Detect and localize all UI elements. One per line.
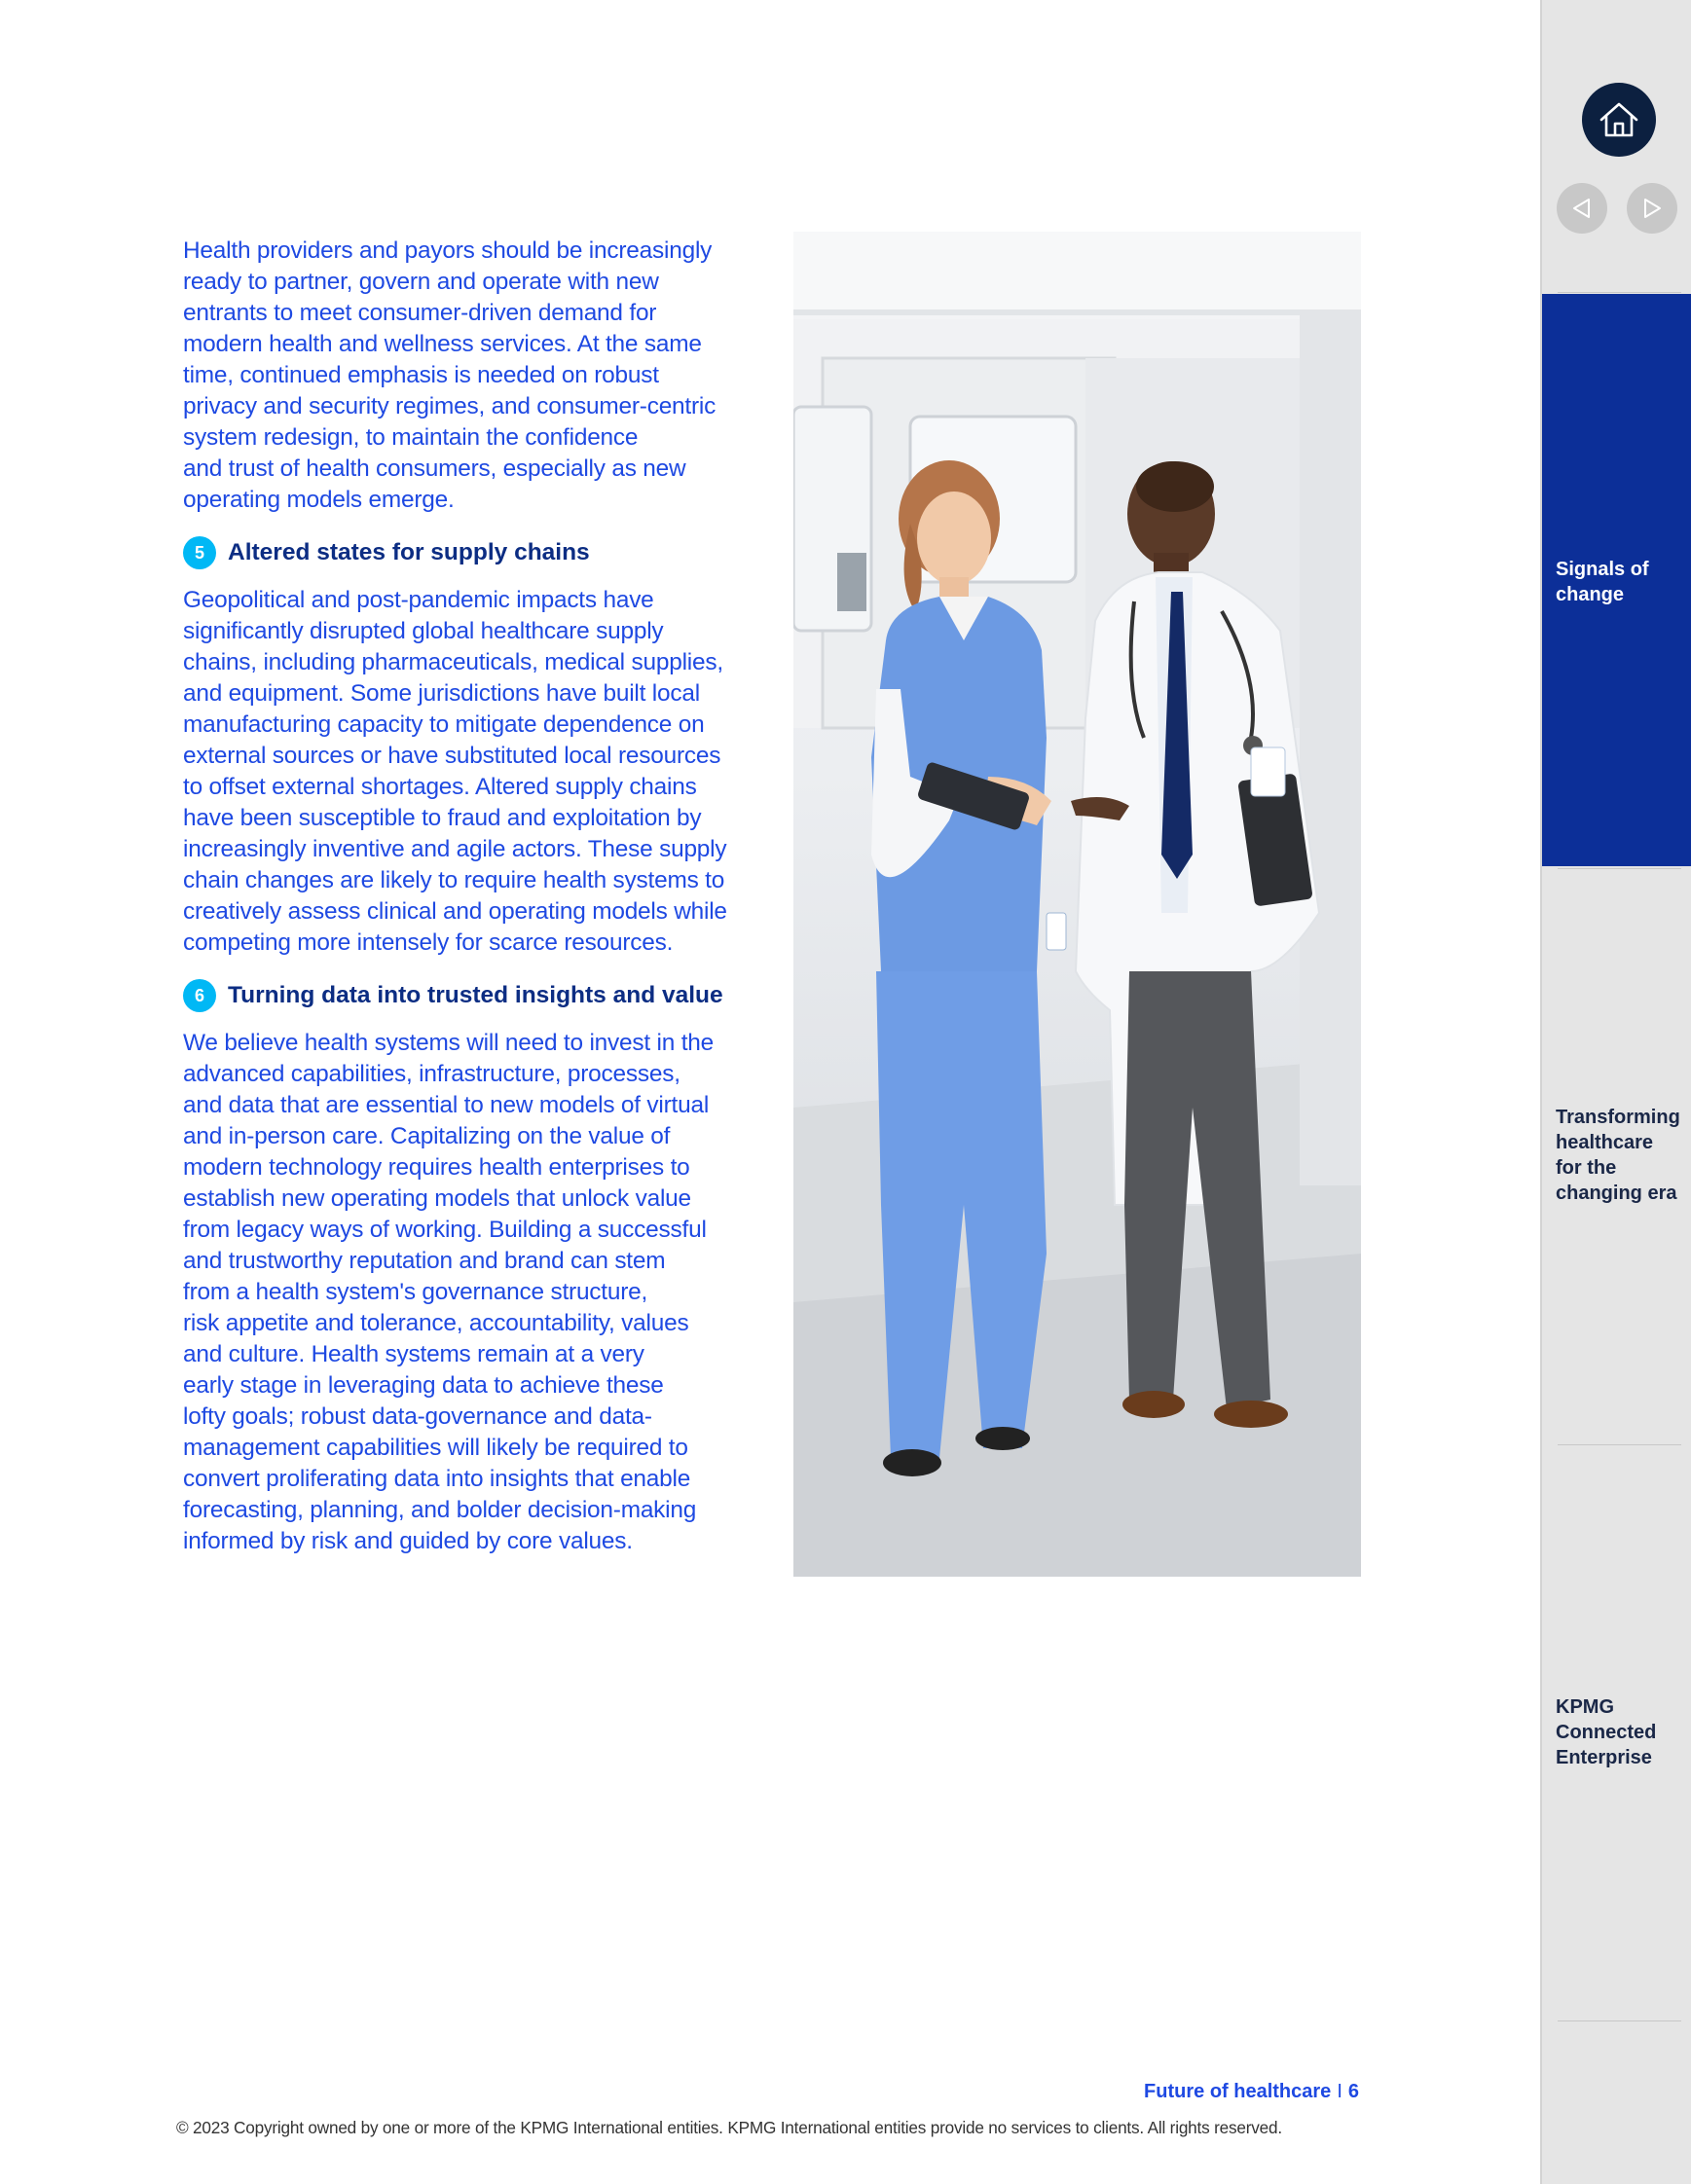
text-line: significantly disrupted global healthcare supply: [183, 618, 664, 644]
text-line: Geopolitical and post-pandemic impacts have: [183, 587, 654, 613]
text-line: ready to partner, govern and operate with new: [183, 269, 659, 295]
text-line: entrants to meet consumer-driven demand for: [183, 300, 657, 326]
label-line: changing era: [1556, 1183, 1677, 1204]
text-line: to offset external shortages. Altered supply chains: [183, 774, 697, 800]
intro-paragraph: [183, 236, 767, 516]
article-body: [183, 236, 767, 1557]
text-line: operating models emerge.: [183, 487, 455, 513]
text-line: have been susceptible to fraud and exploitation by: [183, 805, 702, 831]
text-line: informed by risk and guided by core values.: [183, 1528, 633, 1554]
text-line: and in-person care. Capitalizing on the value of: [183, 1123, 671, 1149]
label-line: Enterprise: [1556, 1747, 1652, 1768]
section-title: Altered states for supply chains: [228, 539, 590, 565]
sidebar-item-transforming-healthcare[interactable]: [1542, 1105, 1691, 1206]
text-line: Health providers and payors should be increasingly: [183, 237, 713, 264]
home-icon: [1598, 100, 1640, 139]
text-line: time, continued emphasis is needed on robust: [183, 362, 659, 388]
triangle-right-icon: [1640, 197, 1664, 220]
text-line: system redesign, to maintain the confidence: [183, 424, 639, 451]
sidebar-divider: [1558, 868, 1681, 869]
text-line: increasingly inventive and agile actors. These supply: [183, 836, 727, 862]
triangle-left-icon: [1570, 197, 1594, 220]
footer-publication: [1144, 2081, 1359, 2103]
photo-illustration: [793, 232, 1361, 1577]
text-line: creatively assess clinical and operating models while: [183, 898, 727, 925]
sidebar-item-kpmg-connected-enterprise[interactable]: [1542, 1694, 1691, 1770]
healthcare-workers-photo: [793, 232, 1361, 1577]
text-line: competing more intensely for scarce resources.: [183, 929, 674, 956]
label-line: Transforming: [1556, 1107, 1680, 1128]
label-line: for the: [1556, 1157, 1617, 1179]
label-line: Connected: [1556, 1722, 1657, 1743]
text-line: privacy and security regimes, and consumer-centric: [183, 393, 717, 419]
sidebar-divider: [1558, 292, 1681, 293]
text-line: and equipment. Some jurisdictions have built local: [183, 680, 700, 707]
text-line: and data that are essential to new models of virtual: [183, 1092, 710, 1118]
text-line: and trust of health consumers, especially as new: [183, 455, 686, 482]
home-button[interactable]: [1582, 83, 1656, 157]
sidebar-item-signals-of-change[interactable]: [1542, 294, 1691, 866]
label-line: change: [1556, 584, 1625, 605]
sidebar-divider: [1558, 2020, 1681, 2021]
copyright-notice: © 2023 Copyright owned by one or more of the KPMG International entities. KPMG International entities provide no services to clients. All rights reserved.: [176, 2118, 1282, 2137]
text-line: modern health and wellness services. At the same: [183, 331, 702, 357]
text-line: and trustworthy reputation and brand can stem: [183, 1248, 666, 1274]
previous-page-button[interactable]: [1557, 183, 1607, 234]
section-6-heading: [183, 979, 767, 1012]
section-number-badge: 5: [183, 536, 216, 569]
text-line: We believe health systems will need to invest in the: [183, 1030, 714, 1056]
label-line: Signals of: [1556, 559, 1649, 580]
text-line: management capabilities will likely be required to: [183, 1435, 688, 1461]
section-5-paragraph: [183, 585, 767, 959]
text-line: manufacturing capacity to mitigate dependence on: [183, 711, 705, 738]
footer-separator: I: [1337, 2081, 1342, 2102]
text-line: chain changes are likely to require health systems to: [183, 867, 725, 893]
sidebar-divider: [1558, 1444, 1681, 1445]
publication-title: Future of healthcare: [1144, 2081, 1332, 2102]
text-line: modern technology requires health enterprises to: [183, 1154, 690, 1181]
text-line: convert proliferating data into insights that enable: [183, 1466, 691, 1492]
section-title: Turning data into trusted insights and value: [228, 982, 723, 1008]
sidebar-item-label: [1556, 557, 1691, 607]
text-line: from a health system's governance structure,: [183, 1279, 648, 1305]
text-line: and culture. Health systems remain at a very: [183, 1341, 644, 1367]
section-sidebar: [1540, 0, 1691, 2184]
text-line: establish new operating models that unlock value: [183, 1185, 691, 1212]
section-6-paragraph: [183, 1028, 767, 1557]
text-line: from legacy ways of working. Building a successful: [183, 1217, 707, 1243]
text-line: forecasting, planning, and bolder decision-making: [183, 1497, 697, 1523]
label-line: healthcare: [1556, 1132, 1654, 1153]
text-line: chains, including pharmaceuticals, medical supplies,: [183, 649, 723, 675]
text-line: risk appetite and tolerance, accountability, values: [183, 1310, 689, 1336]
page-number: 6: [1347, 2081, 1359, 2102]
section-5-heading: [183, 536, 767, 569]
text-line: advanced capabilities, infrastructure, processes,: [183, 1061, 680, 1087]
section-number-badge: 6: [183, 979, 216, 1012]
text-line: external sources or have substituted local resources: [183, 743, 721, 769]
label-line: KPMG: [1556, 1696, 1614, 1718]
next-page-button[interactable]: [1627, 183, 1677, 234]
text-line: lofty goals; robust data-governance and data-: [183, 1403, 652, 1430]
text-line: early stage in leveraging data to achieve these: [183, 1372, 664, 1399]
